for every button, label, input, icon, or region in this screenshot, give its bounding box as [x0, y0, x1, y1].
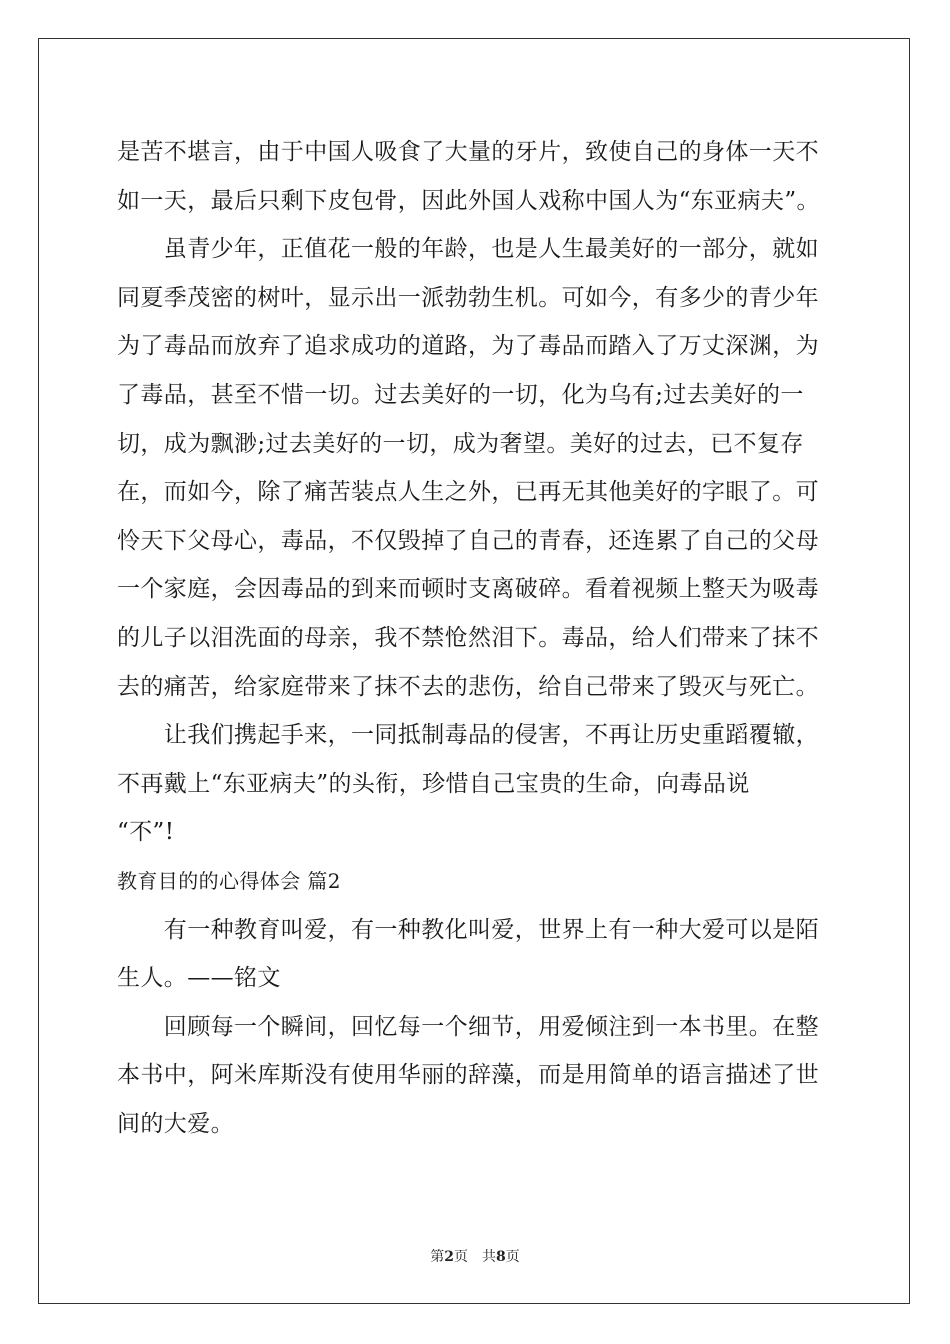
text-line: 生人。——铭文: [117, 965, 281, 992]
text-line: 有一种教育叫爱，有一种教化叫爱，世界上有一种大爱可以是陌: [117, 916, 819, 943]
text-line: 为了毒品而放弃了追求成功的道路，为了毒品而踏入了万丈深渊，为: [117, 333, 819, 360]
page-footer: [0, 1246, 950, 1266]
text-line: 怜天下父母心，毒品，不仅毁掉了自己的青春，还连累了自己的父母: [117, 527, 819, 554]
text-line: “不”!: [117, 819, 175, 846]
current-page-number: 2: [444, 1249, 454, 1265]
text-line: 同夏季茂密的树叶，显示出一派勃勃生机。可如今，有多少的青少年: [117, 284, 819, 311]
text-line: 回顾每一个瞬间，回忆每一个细节，用爱倾注到一本书里。在整: [117, 1013, 819, 1040]
text-line: 一个家庭，会因毒品的到来而顿时支离破碎。看着视频上整天为吸毒: [117, 576, 819, 603]
document-body: [117, 128, 837, 1148]
text-line: 了毒品，甚至不惜一切。过去美好的一切，化为乌有;过去美好的一: [117, 381, 804, 408]
text-line: 让我们携起手来，一同抵制毒品的侵害，不再让历史重蹈覆辙，: [117, 722, 819, 749]
footer-prefix: 第: [430, 1249, 445, 1265]
text-line: 在，而如今，除了痛苦装点人生之外，已再无其他美好的字眼了。可: [117, 479, 819, 506]
text-line: 是苦不堪言，由于中国人吸食了大量的牙片，致使自己的身体一天不: [117, 139, 819, 165]
text-line: 去的痛苦，给家庭带来了抹不去的悲伤，给自己带来了毁灭与死亡。: [117, 673, 819, 700]
section-heading: 教育目的的心得体会 篇2: [117, 868, 341, 893]
text-line: 的儿子以泪洗面的母亲，我不禁怆然泪下。毒品，给人们带来了抹不: [117, 624, 819, 651]
footer-suffix: 页: [505, 1249, 520, 1265]
text-line: 虽青少年，正值花一般的年龄，也是人生最美好的一部分，就如: [117, 236, 819, 263]
text-line: 间的大爱。: [117, 1110, 234, 1137]
text-line: 不再戴上“东亚病夫”的头衔，珍惜自己宝贵的生命，向毒品说: [117, 770, 750, 797]
text-line: 如一天，最后只剩下皮包骨，因此外国人戏称中国人为“东亚病夫”。: [117, 187, 820, 214]
text-line: 切，成为飘渺;过去美好的一切，成为奢望。美好的过去，已不复存: [117, 430, 804, 457]
total-page-count: 8: [496, 1249, 506, 1265]
footer-mid: 页 共: [454, 1249, 496, 1265]
text-line: 本书中，阿米库斯没有使用华丽的辞藻，而是用简单的语言描述了世: [117, 1062, 819, 1089]
